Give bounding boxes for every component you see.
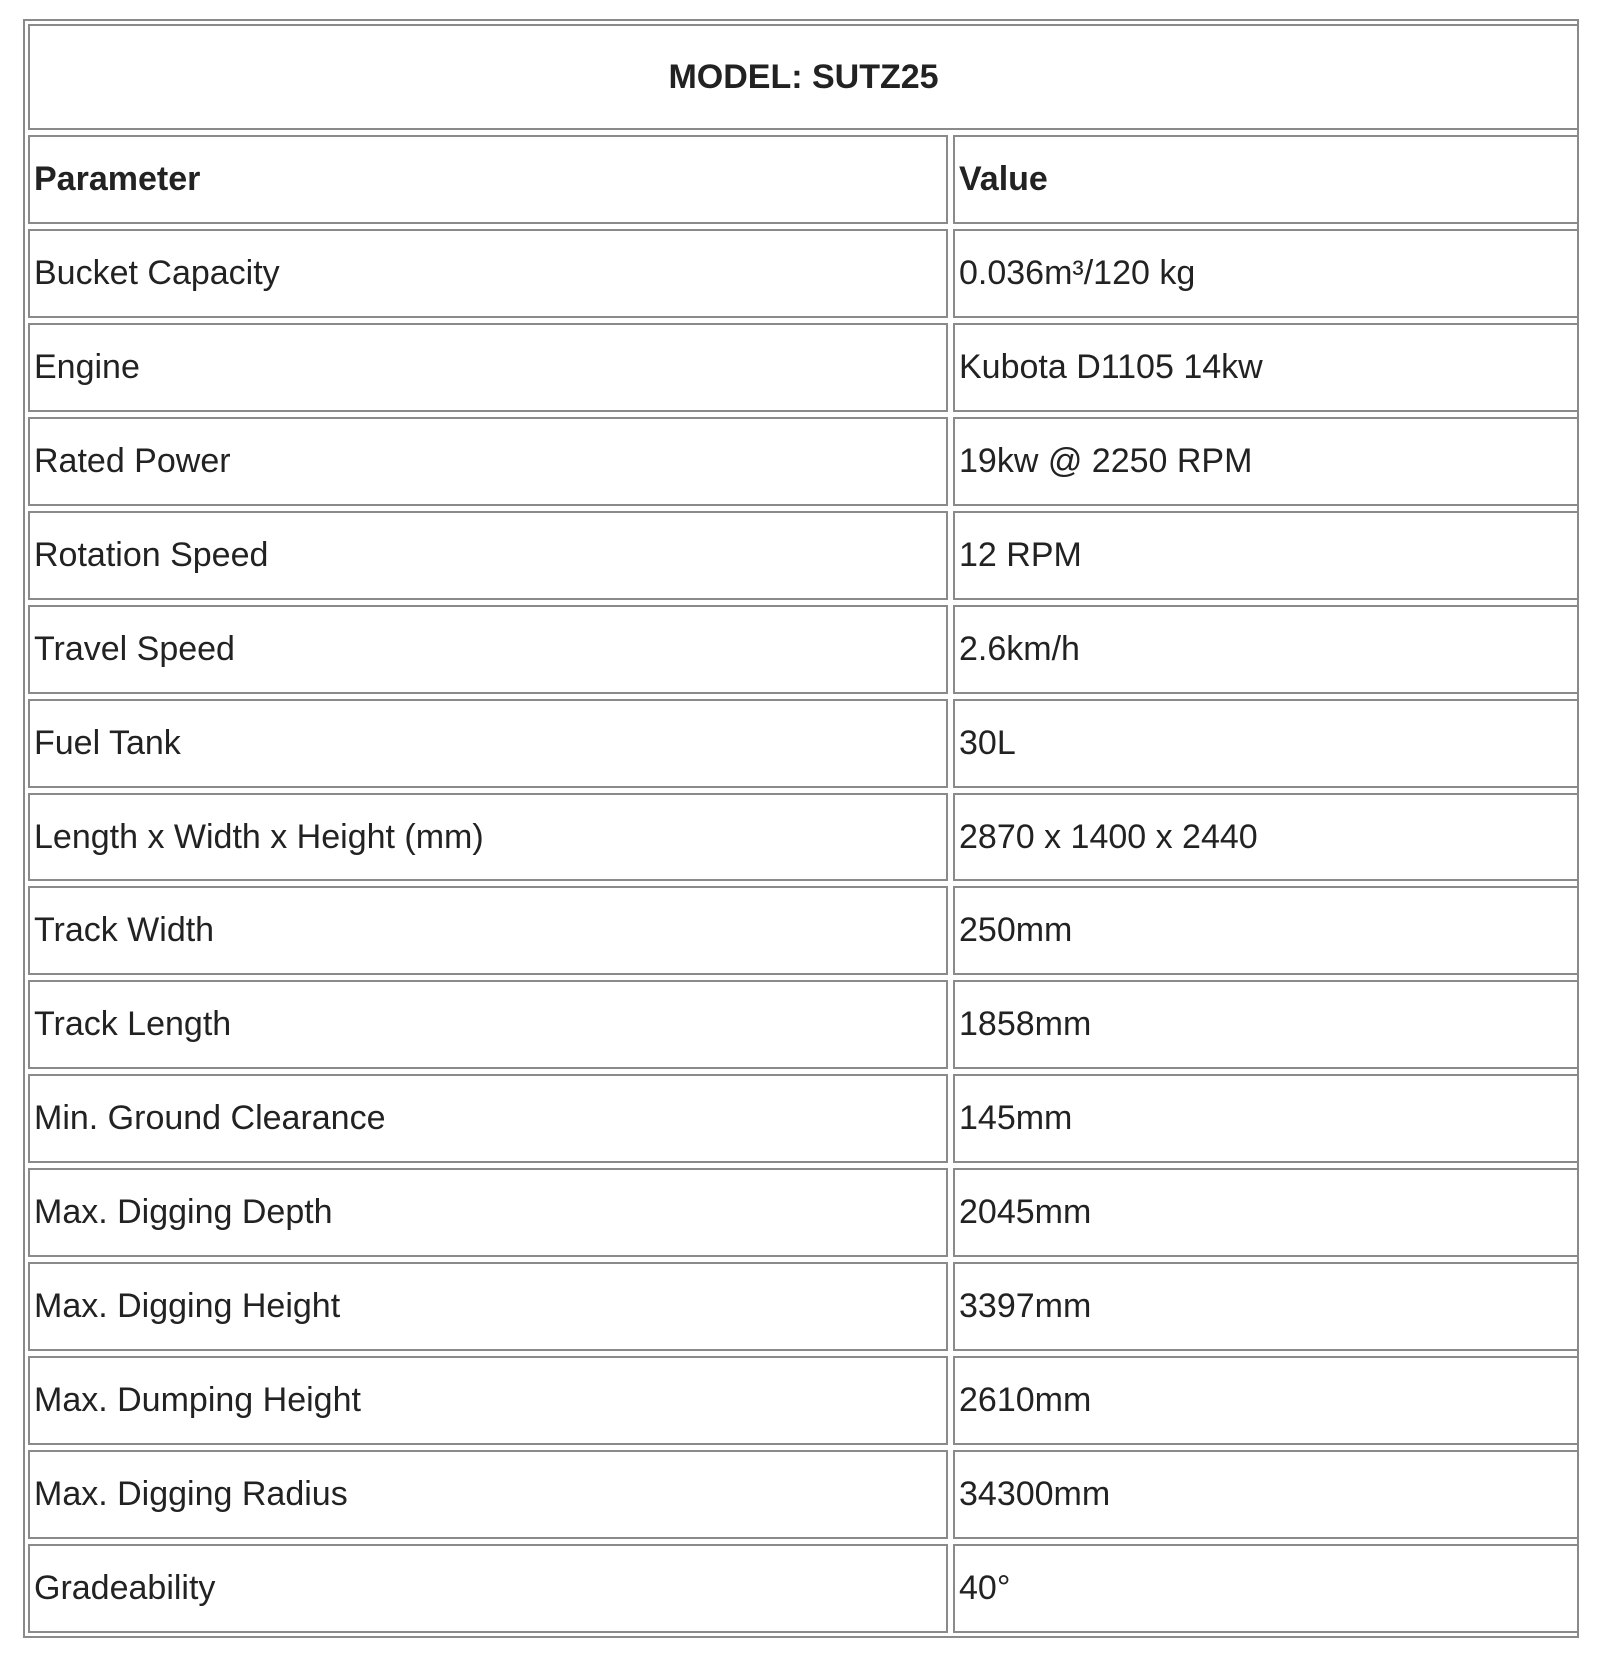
value-cell: 2.6km/h <box>953 605 1579 694</box>
value-cell: 2870 x 1400 x 2440 <box>953 793 1579 882</box>
table-row <box>28 323 1579 412</box>
value-cell: 0.036m³/120 kg <box>953 229 1579 318</box>
parameter-cell: Bucket Capacity <box>28 229 948 318</box>
parameter-cell: Fuel Tank <box>28 699 948 788</box>
table-row <box>28 1450 1579 1539</box>
value-cell: Kubota D1105 14kw <box>953 323 1579 412</box>
value-cell: 19kw @ 2250 RPM <box>953 417 1579 506</box>
parameter-cell: Rotation Speed <box>28 511 948 600</box>
value-cell: 1858mm <box>953 980 1579 1069</box>
header-value: Value <box>953 135 1579 224</box>
value-cell: 2045mm <box>953 1168 1579 1257</box>
value-cell: 34300mm <box>953 1450 1579 1539</box>
value-cell: 12 RPM <box>953 511 1579 600</box>
parameter-cell: Max. Digging Radius <box>28 1450 948 1539</box>
table-row <box>28 1262 1579 1351</box>
value-cell: 30L <box>953 699 1579 788</box>
value-cell: 145mm <box>953 1074 1579 1163</box>
value-cell: 250mm <box>953 886 1579 975</box>
parameter-cell: Track Width <box>28 886 948 975</box>
title-row <box>28 24 1579 130</box>
parameter-cell: Gradeability <box>28 1544 948 1633</box>
parameter-cell: Rated Power <box>28 417 948 506</box>
value-cell: 40° <box>953 1544 1579 1633</box>
spec-table <box>23 19 1584 1638</box>
value-cell: 3397mm <box>953 1262 1579 1351</box>
table-row <box>28 229 1579 318</box>
spec-table-frame <box>23 19 1579 1638</box>
table-row <box>28 699 1579 788</box>
header-row <box>28 135 1579 224</box>
table-row <box>28 1356 1579 1445</box>
parameter-cell: Max. Digging Height <box>28 1262 948 1351</box>
value-cell: 2610mm <box>953 1356 1579 1445</box>
parameter-cell: Max. Digging Depth <box>28 1168 948 1257</box>
parameter-cell: Min. Ground Clearance <box>28 1074 948 1163</box>
table-row <box>28 886 1579 975</box>
table-row <box>28 793 1579 882</box>
table-row <box>28 1074 1579 1163</box>
table-row <box>28 605 1579 694</box>
table-row <box>28 1168 1579 1257</box>
table-row <box>28 511 1579 600</box>
parameter-cell: Max. Dumping Height <box>28 1356 948 1445</box>
parameter-cell: Travel Speed <box>28 605 948 694</box>
table-row <box>28 980 1579 1069</box>
parameter-cell: Length x Width x Height (mm) <box>28 793 948 882</box>
model-title: MODEL: SUTZ25 <box>28 24 1579 130</box>
table-row <box>28 1544 1579 1633</box>
parameter-cell: Track Length <box>28 980 948 1069</box>
parameter-cell: Engine <box>28 323 948 412</box>
header-parameter: Parameter <box>28 135 948 224</box>
table-row <box>28 417 1579 506</box>
